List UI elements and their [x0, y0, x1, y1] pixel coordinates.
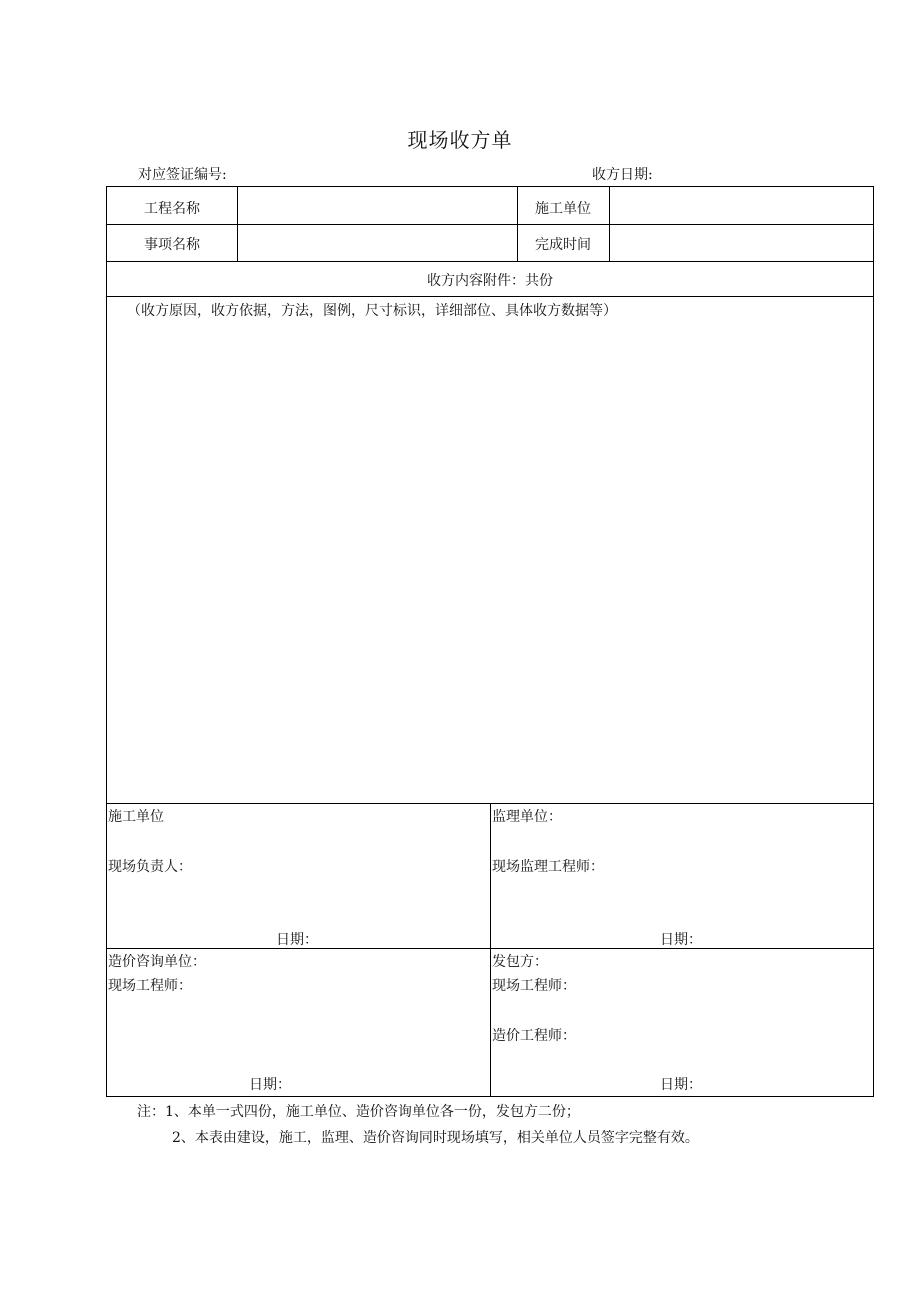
- row-divider: [107, 296, 873, 297]
- contractor-label: 施工单位: [535, 201, 591, 217]
- project-name-field[interactable]: [238, 188, 517, 224]
- note-line-2: 2、本表由建设，施工，监理、造价咨询同时现场填写，相关单位人员签字完整有效。: [172, 1130, 699, 1146]
- row-divider: [107, 261, 873, 262]
- survey-date-label: 收方日期:: [592, 167, 653, 183]
- consultant-person-label: 现场工程师：: [108, 978, 192, 994]
- supervisor-unit-label: 监理单位：: [492, 809, 562, 825]
- note-line-1: 注：1、本单一式四份，施工单位、造价咨询单位各一份，发包方二份；: [137, 1104, 580, 1120]
- contractor-unit-label: 施工单位: [108, 809, 164, 825]
- consultant-date-label: 日期：: [249, 1077, 291, 1093]
- supervisor-date-label: 日期：: [660, 932, 702, 948]
- col-divider: [490, 803, 491, 1096]
- contractor-field[interactable]: [610, 188, 873, 224]
- project-name-label: 工程名称: [144, 201, 200, 217]
- employer-person-label: 现场工程师：: [492, 978, 576, 994]
- page-title: 现场收方单: [407, 128, 513, 152]
- item-name-field[interactable]: [238, 225, 517, 261]
- contractor-person-label: 现场负责人：: [108, 859, 192, 875]
- completion-time-field[interactable]: [610, 225, 873, 261]
- contractor-date-label: 日期：: [276, 932, 318, 948]
- employer-unit-label: 发包方：: [492, 954, 548, 970]
- item-name-label: 事项名称: [144, 237, 200, 253]
- completion-time-label: 完成时间: [535, 237, 591, 253]
- survey-form-table: [106, 186, 874, 1097]
- attachment-count-label: 收方内容附件：共份: [427, 273, 553, 289]
- consultant-unit-label: 造价咨询单位：: [108, 954, 206, 970]
- supervisor-person-label: 现场监理工程师：: [492, 859, 604, 875]
- content-hint: （收方原因，收方依据，方法，图例，尺寸标识，详细部位、具体收方数据等）: [127, 303, 617, 319]
- survey-content-area[interactable]: [108, 322, 873, 802]
- employer-date-label: 日期：: [660, 1077, 702, 1093]
- employer-cost-engineer-label: 造价工程师：: [492, 1028, 576, 1044]
- cert-number-label: 对应签证编号:: [138, 167, 227, 183]
